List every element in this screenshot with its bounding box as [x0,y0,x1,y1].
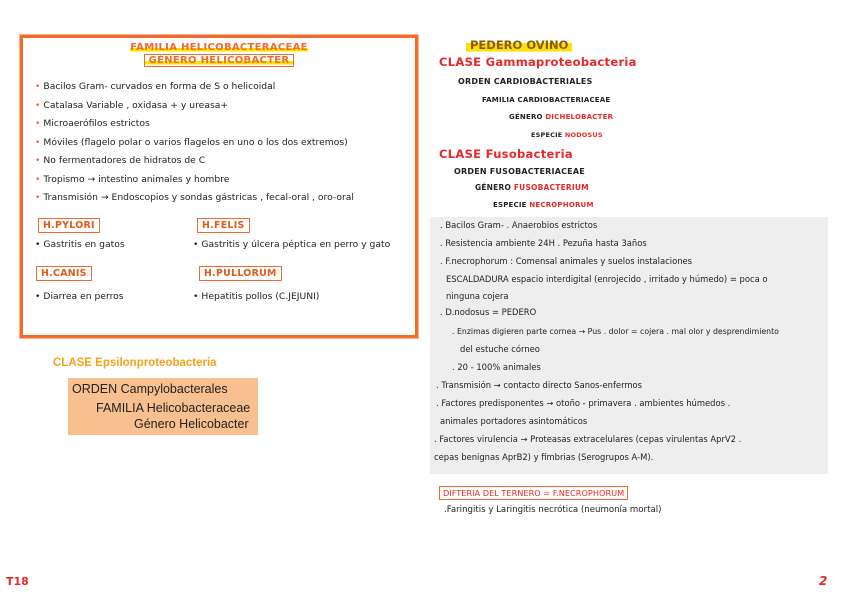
list-item: • Microaerófilos estrictos [35,115,415,134]
note-line: animales portadores asintomáticos [440,416,588,426]
note-line: . Factores predisponentes → otoño - primavera . ambientes húmedos . [436,398,731,408]
orden-fusobacteriaceae: ORDEN FUSOBACTERIACEAE [454,167,585,176]
note-line: . Transmisión → contacto directo Sanos-enfermos [436,380,643,390]
list-item: • No fermentadores de hidratos de C [35,152,415,171]
note-line: del estuche córneo [460,344,540,354]
epsilon-genero: Género Helicobacter [134,417,249,431]
species-h-pylori-desc: • Gastritis en gatos [35,239,125,250]
family-title: FAMILIA HELICOBACTERACEAE [130,42,308,53]
species-h-canis: H.CANIS [36,266,92,281]
species-h-felis: H.FELIS [197,218,250,233]
epsilon-orden: ORDEN Campylobacterales [72,382,228,396]
genus-title: GÉNERO HELICOBACTER [23,55,415,66]
note-line: cepas benignas AprB2) y fimbrias (Serogrupos A-M). [434,452,654,462]
note-line: . Factores virulencia → Proteasas extracelulares (cepas virulentas AprV2 . [434,434,742,444]
page-number: 2 [819,574,828,588]
species-h-pylori: H.PYLORI [38,218,100,233]
difteria-desc: .Faringitis y Laringitis necrótica (neumonía mortal) [444,505,662,515]
especie-necrophorum: ESPECIE NECROPHORUM [493,201,594,209]
note-line: ESCALDADURA espacio interdigital (enrojecido , irritado y húmedo) = poca o [446,274,768,284]
note-line: . Bacilos Gram- . Anaerobios estrictos [440,220,598,230]
species-h-felis-desc: • Gastritis y úlcera péptica en perro y gato [193,239,390,250]
genero-dichelobacter: GÉNERO DICHELOBACTER [509,113,614,121]
epsilon-taxonomy-box [68,378,258,435]
notes-box [430,217,828,474]
note-line: . Resistencia ambiente 24H . Pezuña hasta 3años [440,238,647,248]
list-item: • Móviles (flagelo polar o varios flagelos en uno o los dos extremos) [35,134,415,153]
note-line: . D.nodosus = PEDERO [440,307,537,317]
topic-code: T18 [6,575,29,588]
note-line: . Enzimas digieren parte cornea → Pus . dolor = cojera . mal olor y desprendimiento [452,327,779,336]
note-line: ninguna cojera [446,291,509,301]
especie-nodosus: ESPECIE NODOSUS [531,131,603,139]
note-line: . 20 - 100% animales [452,362,541,372]
orden-cardiobacteriales: ORDEN CARDIOBACTERIALES [458,77,593,86]
species-h-canis-desc: • Diarrea en perros [35,291,124,302]
list-item: • Transmisión → Endoscopios y sondas gástricas , fecal-oral , oro-oral [35,189,415,208]
family-bullet-list [35,78,415,208]
class-gammaproteobacteria: CLASE Gammaproteobacteria [439,55,637,69]
epsilon-class-title: CLASE Epsilonproteobacteria [53,357,217,369]
list-item: • Bacilos Gram- curvados en forma de S o helicoidal [35,78,415,97]
list-item: • Tropismo → intestino animales y hombre [35,171,415,190]
class-fusobacteria: CLASE Fusobacteria [439,147,573,161]
epsilon-familia: FAMILIA Helicobacteraceae [96,401,251,415]
family-box [20,35,418,338]
familia-cardiobacteriaceae: FAMILIA CARDIOBACTERIACEAE [482,96,611,104]
species-h-pullorum-desc: • Hepatitis pollos (C.JEJUNI) [193,291,319,302]
note-line: . F.necrophorum : Comensal animales y suelos instalaciones [440,256,693,266]
list-item: • Catalasa Variable , oxidasa + y ureasa+ [35,97,415,116]
genero-fusobacterium: GÉNERO FUSOBACTERIUM [475,183,589,192]
difteria-heading: DIFTERIA DEL TERNERO = F.NECROPHORUM [439,486,628,500]
pedero-heading: PEDERO OVINO [466,38,572,52]
species-h-pullorum: H.PULLORUM [199,266,282,281]
